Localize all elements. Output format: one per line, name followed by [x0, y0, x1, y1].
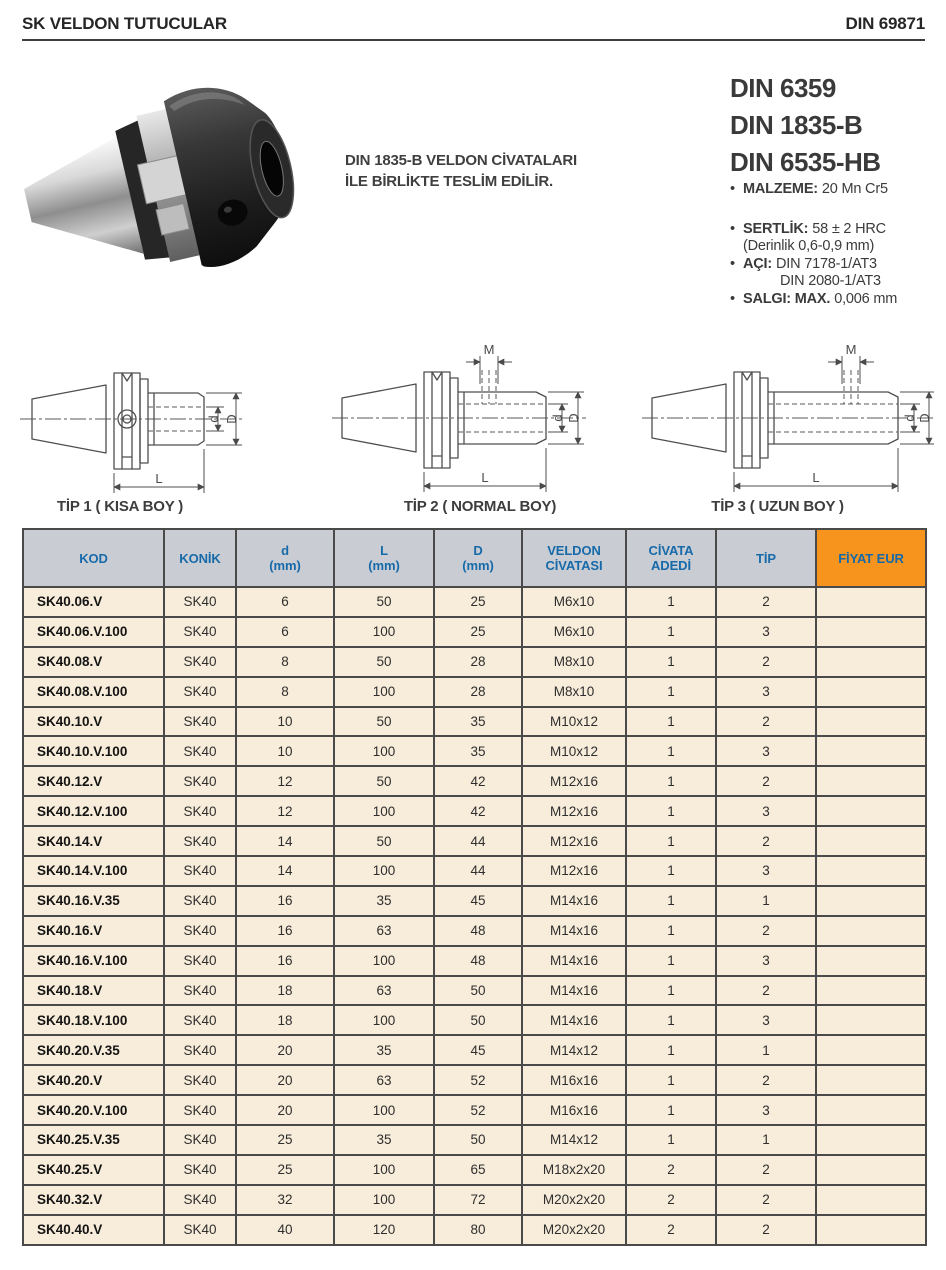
table-row [23, 1005, 926, 1035]
cell: 1 [626, 1125, 716, 1155]
cell: 2 [626, 1155, 716, 1185]
cell: M14x12 [522, 1035, 626, 1065]
cell: 3 [716, 1005, 816, 1035]
standard-item: DIN 1835-B [730, 110, 863, 140]
col-header-0: KOD [23, 529, 164, 587]
table-row [23, 1095, 926, 1125]
cell: 35 [334, 1035, 434, 1065]
cell: M14x16 [522, 886, 626, 916]
cell: M10x12 [522, 736, 626, 766]
cell: 1 [626, 677, 716, 707]
tool-holder-image [12, 76, 309, 305]
cell: SK40 [164, 647, 236, 677]
spec-item-sertlik [730, 221, 946, 239]
cell: 48 [434, 916, 522, 946]
cell: 1 [626, 976, 716, 1006]
spec-value: DIN 7178-1/AT3 [776, 255, 877, 272]
cell: 1 [626, 946, 716, 976]
cell: 2 [716, 1185, 816, 1215]
cell [816, 766, 926, 796]
cell: 28 [434, 647, 522, 677]
standard-item: DIN 6535-HB [730, 147, 881, 177]
dim-label-M: M [845, 342, 857, 357]
spec-item-derinlik [730, 238, 946, 256]
dim-label-M: M [483, 342, 495, 357]
cell: 3 [716, 736, 816, 766]
cell: 1 [626, 916, 716, 946]
cell-kod: SK40.40.V [23, 1215, 164, 1245]
cell: SK40 [164, 617, 236, 647]
cell: 35 [434, 736, 522, 766]
spec-bullet: • [730, 181, 735, 197]
dim-label-D: D [917, 413, 932, 423]
cell: SK40 [164, 1095, 236, 1125]
cell: M16x16 [522, 1065, 626, 1095]
cell-kod: SK40.14.V [23, 826, 164, 856]
col-header-2: d (mm) [236, 529, 334, 587]
cell: 2 [716, 1065, 816, 1095]
cell: 48 [434, 946, 522, 976]
table-header-row [23, 529, 926, 587]
cell: SK40 [164, 856, 236, 886]
standard-item: DIN 6359 [730, 73, 836, 103]
cell: M8x10 [522, 677, 626, 707]
table-row [23, 1155, 926, 1185]
col-header-1: KONİK [164, 529, 236, 587]
cell: 120 [334, 1215, 434, 1245]
cell: 35 [334, 886, 434, 916]
delivery-note-line1: DIN 1835-B VELDON CİVATALARI [345, 152, 577, 169]
tip2-caption: TİP 2 ( NORMAL BOY) [403, 498, 557, 515]
cell: SK40 [164, 826, 236, 856]
dim-label-d: d [550, 414, 565, 422]
cell: 2 [716, 976, 816, 1006]
cell: SK40 [164, 707, 236, 737]
cell: 63 [334, 916, 434, 946]
spec-item-aci [730, 256, 946, 274]
cell [816, 916, 926, 946]
cell: SK40 [164, 1155, 236, 1185]
cell: M16x16 [522, 1095, 626, 1125]
cell: 65 [434, 1155, 522, 1185]
cell: 100 [334, 796, 434, 826]
tip1-caption: TİP 1 ( KISA BOY ) [56, 498, 184, 515]
cell: 2 [716, 647, 816, 677]
delivery-note [345, 150, 577, 192]
cell: 35 [434, 707, 522, 737]
cell [816, 617, 926, 647]
cell: 50 [434, 1125, 522, 1155]
cell: 50 [434, 1005, 522, 1035]
cell: 100 [334, 1155, 434, 1185]
cell-kod: SK40.25.V [23, 1155, 164, 1185]
cell: 20 [236, 1065, 334, 1095]
cell: SK40 [164, 976, 236, 1006]
dim-label-D: D [224, 414, 239, 424]
cell-kod: SK40.06.V.100 [23, 617, 164, 647]
cell [816, 647, 926, 677]
table-row [23, 946, 926, 976]
tip3-technical-drawing [640, 340, 938, 500]
col-header-4: D (mm) [434, 529, 522, 587]
cell: M14x16 [522, 946, 626, 976]
cell-kod: SK40.18.V.100 [23, 1005, 164, 1035]
cell: 100 [334, 1185, 434, 1215]
cell: 2 [716, 587, 816, 617]
cell: 45 [434, 1035, 522, 1065]
cell-kod: SK40.10.V.100 [23, 736, 164, 766]
cell: 14 [236, 856, 334, 886]
cell: 3 [716, 796, 816, 826]
cell: 1 [626, 766, 716, 796]
cell: 1 [626, 587, 716, 617]
cell: 63 [334, 976, 434, 1006]
cell: SK40 [164, 766, 236, 796]
cell: M20x2x20 [522, 1215, 626, 1245]
cell: 1 [626, 856, 716, 886]
cell: 2 [716, 766, 816, 796]
cell: SK40 [164, 736, 236, 766]
cell: 42 [434, 796, 522, 826]
cell: 1 [626, 1005, 716, 1035]
cell: M6x10 [522, 587, 626, 617]
cell [816, 707, 926, 737]
cell: SK40 [164, 587, 236, 617]
spec-label: MALZEME: [743, 181, 818, 197]
cell-kod: SK40.12.V.100 [23, 796, 164, 826]
cell: 63 [334, 1065, 434, 1095]
cell-kod: SK40.20.V.100 [23, 1095, 164, 1125]
table-row [23, 976, 926, 1006]
cell: 44 [434, 826, 522, 856]
cell-kod: SK40.25.V.35 [23, 1125, 164, 1155]
cell: 1 [626, 1035, 716, 1065]
specs-list [730, 181, 946, 308]
cell [816, 587, 926, 617]
col-header-3: L (mm) [334, 529, 434, 587]
cell-kod: SK40.08.V.100 [23, 677, 164, 707]
spec-label: SERTLİK: [743, 220, 809, 237]
spec-bullet: • [730, 220, 735, 237]
spec-bullet: • [730, 290, 735, 307]
cell: 45 [434, 886, 522, 916]
cell: 2 [716, 916, 816, 946]
cell: SK40 [164, 886, 236, 916]
cell: 1 [626, 617, 716, 647]
table-row [23, 766, 926, 796]
spec-bullet: • [730, 255, 735, 272]
table-row [23, 1215, 926, 1245]
cell [816, 1035, 926, 1065]
cell: 50 [334, 766, 434, 796]
cell: 100 [334, 617, 434, 647]
col-header-6: CİVATA ADEDİ [626, 529, 716, 587]
cell: 25 [236, 1125, 334, 1155]
cell: 6 [236, 617, 334, 647]
cell: 2 [716, 1215, 816, 1245]
table-row [23, 856, 926, 886]
cell: 16 [236, 946, 334, 976]
cell: 42 [434, 766, 522, 796]
cell [816, 946, 926, 976]
dim-label-L: L [812, 470, 820, 485]
cell: SK40 [164, 946, 236, 976]
cell: SK40 [164, 1185, 236, 1215]
table-row [23, 707, 926, 737]
spec-value: 20 Mn Cr5 [821, 181, 888, 197]
cell: M8x10 [522, 647, 626, 677]
table-row [23, 736, 926, 766]
table-row [23, 916, 926, 946]
cell: M14x16 [522, 1005, 626, 1035]
cell: 12 [236, 796, 334, 826]
dim-label-d: d [206, 415, 221, 423]
spec-value: DIN 2080-1/AT3 [780, 273, 881, 289]
table-row [23, 796, 926, 826]
cell-kod: SK40.16.V.100 [23, 946, 164, 976]
cell: 18 [236, 1005, 334, 1035]
table-row [23, 677, 926, 707]
table-row [23, 886, 926, 916]
spec-value: 58 ± 2 HRC [812, 220, 886, 237]
cell: 3 [716, 856, 816, 886]
cell: 2 [626, 1215, 716, 1245]
cell: 32 [236, 1185, 334, 1215]
cell: 1 [626, 647, 716, 677]
product-table [22, 528, 927, 1246]
cell-kod: SK40.32.V [23, 1185, 164, 1215]
cell: M14x16 [522, 916, 626, 946]
cell: 50 [334, 587, 434, 617]
cell: 1 [626, 736, 716, 766]
col-header-5: VELDON CİVATASI [522, 529, 626, 587]
cell: M12x16 [522, 826, 626, 856]
cell: 100 [334, 736, 434, 766]
cell: 1 [626, 707, 716, 737]
cell: 1 [716, 1125, 816, 1155]
cell: 52 [434, 1065, 522, 1095]
cell: 1 [626, 886, 716, 916]
cell: 8 [236, 677, 334, 707]
cell: 28 [434, 677, 522, 707]
cell [816, 1005, 926, 1035]
cell: 1 [626, 1095, 716, 1125]
cell: 35 [334, 1125, 434, 1155]
cell-kod: SK40.20.V.35 [23, 1035, 164, 1065]
cell: 2 [716, 826, 816, 856]
cell: 1 [716, 1035, 816, 1065]
cell-kod: SK40.08.V [23, 647, 164, 677]
cell: 50 [334, 826, 434, 856]
spec-label: SALGI: MAX. [743, 290, 831, 307]
cell: 20 [236, 1035, 334, 1065]
cell [816, 796, 926, 826]
cell: 3 [716, 1095, 816, 1125]
spec-value: 0,006 mm [834, 290, 898, 307]
cell: 100 [334, 1095, 434, 1125]
cell: M20x2x20 [522, 1185, 626, 1215]
cell: 40 [236, 1215, 334, 1245]
col-header-8: FİYAT EUR [816, 529, 926, 587]
table-row [23, 587, 926, 617]
cell: 1 [716, 886, 816, 916]
cell: SK40 [164, 1125, 236, 1155]
cell: 2 [626, 1185, 716, 1215]
tip2-technical-drawing [330, 340, 590, 500]
spec-label: AÇI: [743, 255, 773, 272]
cell: M14x12 [522, 1125, 626, 1155]
cell: 80 [434, 1215, 522, 1245]
page-header [22, 0, 925, 41]
cell: 100 [334, 946, 434, 976]
cell [816, 1185, 926, 1215]
cell: 72 [434, 1185, 522, 1215]
cell: M12x16 [522, 796, 626, 826]
cell: 50 [334, 707, 434, 737]
spec-bullet [730, 273, 743, 291]
cell: 16 [236, 916, 334, 946]
cell [816, 1215, 926, 1245]
cell: 100 [334, 856, 434, 886]
dim-label-L: L [155, 471, 163, 486]
dim-label-L: L [481, 470, 489, 485]
cell: 3 [716, 617, 816, 647]
standards-list [730, 70, 881, 181]
cell: M12x16 [522, 856, 626, 886]
cell: 6 [236, 587, 334, 617]
cell: SK40 [164, 1005, 236, 1035]
table-row [23, 1185, 926, 1215]
cell-kod: SK40.20.V [23, 1065, 164, 1095]
spec-item-salgi [730, 291, 946, 309]
cell-kod: SK40.06.V [23, 587, 164, 617]
cell: 1 [626, 826, 716, 856]
cell: M10x12 [522, 707, 626, 737]
cell: 2 [716, 707, 816, 737]
cell: M14x16 [522, 976, 626, 1006]
cell [816, 736, 926, 766]
cell: 25 [434, 587, 522, 617]
cell-kod: SK40.18.V [23, 976, 164, 1006]
table-row [23, 826, 926, 856]
spec-item-aci2 [730, 273, 946, 291]
cell: 10 [236, 707, 334, 737]
tip3-caption: TİP 3 ( UZUN BOY ) [711, 498, 844, 515]
spec-item-malzeme [730, 181, 946, 199]
cell [816, 1065, 926, 1095]
cell: 16 [236, 886, 334, 916]
dim-label-d: d [902, 414, 917, 422]
table-row [23, 647, 926, 677]
cell: 20 [236, 1095, 334, 1125]
cell-kod: SK40.16.V.35 [23, 886, 164, 916]
cell: 1 [626, 796, 716, 826]
cell: 100 [334, 1005, 434, 1035]
spec-value: (Derinlik 0,6-0,9 mm) [743, 238, 875, 254]
cell [816, 1155, 926, 1185]
dim-label-D: D [566, 413, 581, 423]
cell: SK40 [164, 1215, 236, 1245]
cell: 2 [716, 1155, 816, 1185]
page-title: SK VELDON TUTUCULAR [22, 14, 227, 33]
cell: 25 [236, 1155, 334, 1185]
product-photo [12, 76, 314, 308]
tip1-technical-drawing [18, 345, 248, 500]
cell: SK40 [164, 677, 236, 707]
delivery-note-line2: İLE BİRLİKTE TESLİM EDİLİR. [345, 173, 553, 190]
din-standard-number: DIN 69871 [845, 14, 925, 33]
cell [816, 677, 926, 707]
cell: SK40 [164, 916, 236, 946]
cell: M6x10 [522, 617, 626, 647]
cell: 3 [716, 946, 816, 976]
cell [816, 976, 926, 1006]
cell: 3 [716, 677, 816, 707]
cell: 50 [334, 647, 434, 677]
table-row [23, 1035, 926, 1065]
cell: 52 [434, 1095, 522, 1125]
cell [816, 826, 926, 856]
cell: SK40 [164, 796, 236, 826]
cell [816, 856, 926, 886]
cell: 12 [236, 766, 334, 796]
cell-kod: SK40.16.V [23, 916, 164, 946]
cell: 44 [434, 856, 522, 886]
cell: 18 [236, 976, 334, 1006]
cell: 8 [236, 647, 334, 677]
cell [816, 1125, 926, 1155]
cell: 10 [236, 736, 334, 766]
cell: 50 [434, 976, 522, 1006]
cell: M18x2x20 [522, 1155, 626, 1185]
cell: M12x16 [522, 766, 626, 796]
col-header-7: TİP [716, 529, 816, 587]
cell: SK40 [164, 1035, 236, 1065]
cell-kod: SK40.14.V.100 [23, 856, 164, 886]
table-row [23, 617, 926, 647]
spec-bullet [730, 238, 743, 256]
cell [816, 886, 926, 916]
table-row [23, 1065, 926, 1095]
table-row [23, 1125, 926, 1155]
cell-kod: SK40.12.V [23, 766, 164, 796]
cell: 1 [626, 1065, 716, 1095]
cell: SK40 [164, 1065, 236, 1095]
cell: 100 [334, 677, 434, 707]
cell [816, 1095, 926, 1125]
cell: 14 [236, 826, 334, 856]
cell: 25 [434, 617, 522, 647]
cell-kod: SK40.10.V [23, 707, 164, 737]
